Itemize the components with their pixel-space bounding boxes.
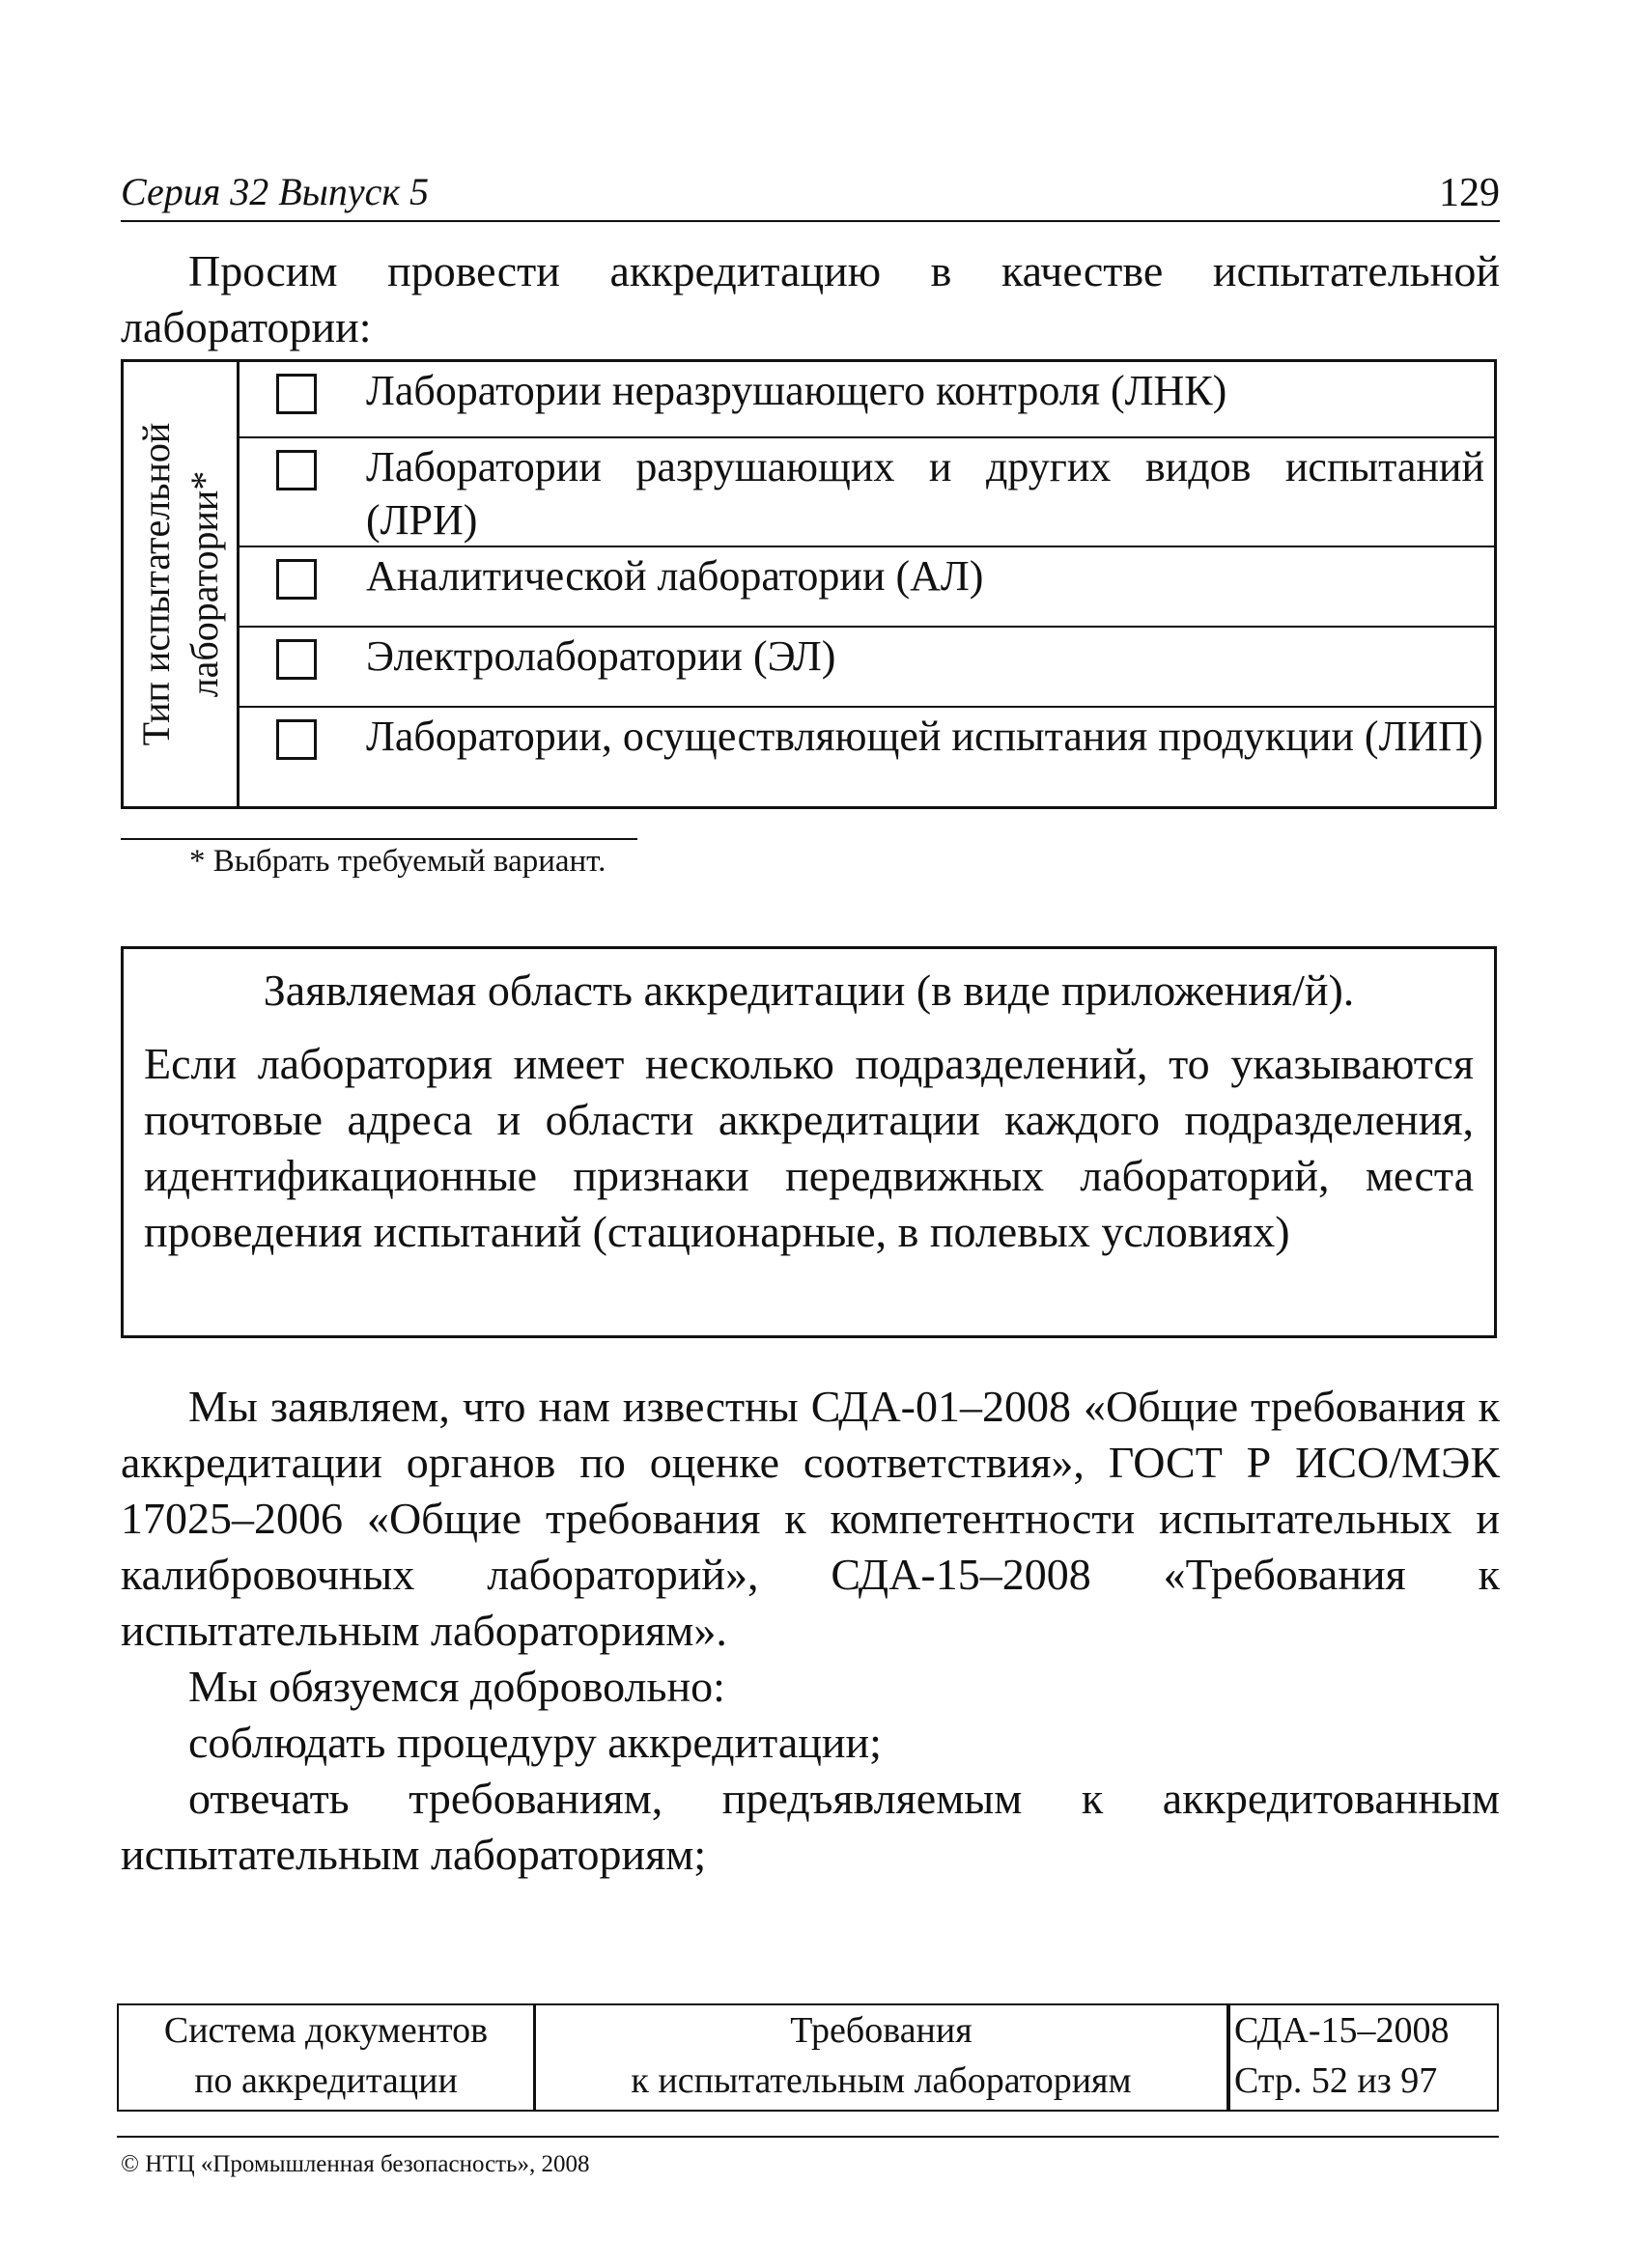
footer-code-cell — [1226, 2005, 1497, 2110]
commitment-paragraph: Мы обязуемся добровольно: — [188, 1662, 725, 1711]
lab-option-lri[interactable] — [240, 438, 1494, 547]
lab-type-table — [121, 359, 1497, 809]
lab-option-label: Электролаборатории (ЭЛ) — [366, 632, 836, 680]
footer-system-line2: по аккредитации — [194, 2060, 458, 2101]
checkbox-lnk[interactable] — [276, 374, 317, 414]
scope-description: Если лаборатория имеет несколько подразделений, то указываются почтовые адреса и области аккредитации каждого подразделения, идентификационные признаки передвижных лабораторий, места проведения испытаний (стационарные, в полевых условиях) — [144, 1039, 1474, 1256]
checkbox-lri[interactable] — [276, 450, 317, 490]
footer-title-line2: к испытательным лабораториям — [631, 2060, 1132, 2101]
intro-paragraph: Просим провести аккредитацию в качестве испытательной лаборатории: — [121, 246, 1500, 351]
page-number: 129 — [1439, 171, 1500, 215]
copyright: © НТЦ «Промышленная безопасность», 2008 — [121, 2151, 590, 2177]
accreditation-scope-box — [121, 946, 1497, 1338]
footer-system-cell — [119, 2005, 536, 2110]
footnote: * Выбрать требуемый вариант. — [189, 844, 606, 879]
footer-title-line1: Требования — [790, 2010, 973, 2051]
lab-option-al[interactable] — [240, 547, 1494, 628]
lab-option-lnk[interactable] — [240, 362, 1494, 438]
side-label-line1: Тип испытательной — [133, 422, 178, 746]
declaration-paragraph: Мы заявляем, что нам известны СДА-01–2008 «Общие требования к аккредитации органов по оценке соответствия», ГОСТ Р ИСО/МЭК 17025–2006 «Общие требования к компетентности испытательных и калибровочных лабораторий», СДА-15–2008 «Требования к испытательным лабораториям». — [121, 1382, 1500, 1655]
lab-option-label: Лаборатории разрушающих и других видов испытаний (ЛРИ) — [366, 443, 1484, 544]
checkbox-lip[interactable] — [276, 719, 317, 760]
checkbox-el[interactable] — [276, 639, 317, 680]
side-label-line2: лаборатории* — [182, 470, 226, 698]
lab-option-label: Лаборатории неразрушающего контроля (ЛНК) — [366, 367, 1227, 414]
commitment-item-2: отвечать требованиям, предъявляемым к аккредитованным испытательным лабораториям; — [121, 1774, 1500, 1879]
commitment-item-1: соблюдать процедуру аккредитации; — [188, 1718, 882, 1767]
document-footer-table — [117, 2003, 1499, 2112]
footer-page-count: Стр. 52 из 97 — [1234, 2060, 1438, 2101]
scope-title: Заявляемая область аккредитации (в виде приложения/й). — [263, 966, 1355, 1015]
copyright-divider — [117, 2136, 1499, 2138]
footer-document-code: СДА-15–2008 — [1234, 2010, 1450, 2051]
lab-type-options — [240, 362, 1494, 806]
lab-type-side-label — [124, 362, 240, 806]
checkbox-al[interactable] — [276, 559, 317, 600]
lab-option-lip[interactable] — [240, 708, 1494, 806]
series-title: Серия 32 Выпуск 5 — [121, 170, 430, 213]
footnote-divider — [121, 838, 637, 840]
lab-option-el[interactable] — [240, 628, 1494, 708]
lab-option-label: Лаборатории, осуществляющей испытания продукции (ЛИП) — [366, 713, 1483, 760]
lab-option-label: Аналитической лаборатории (АЛ) — [366, 552, 984, 600]
footer-title-cell — [536, 2005, 1226, 2110]
footer-system-line1: Система документов — [163, 2010, 489, 2051]
running-header — [121, 166, 1500, 222]
